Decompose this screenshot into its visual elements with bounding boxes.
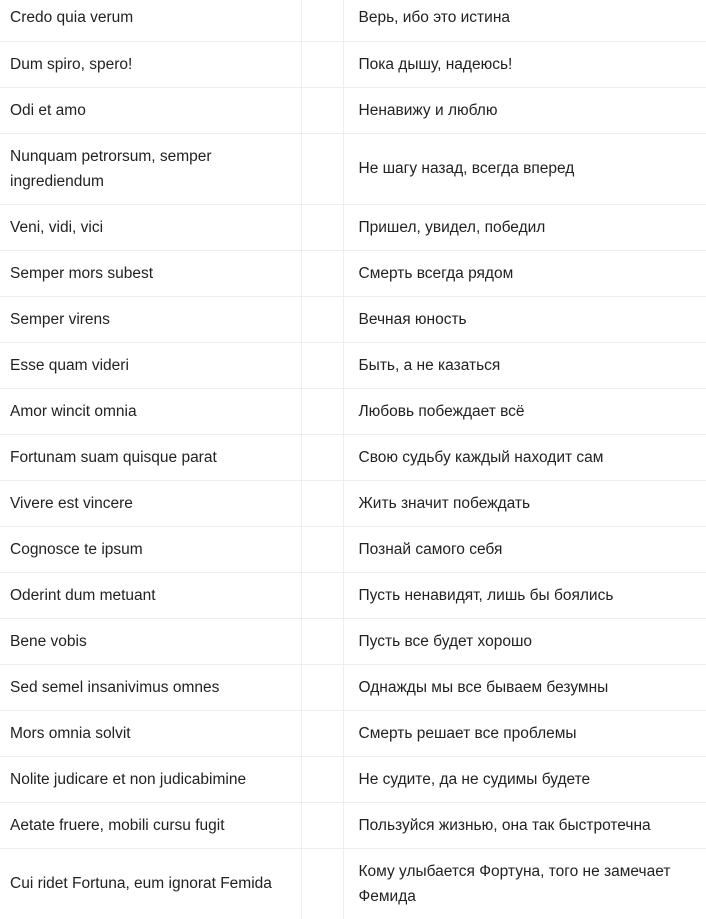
- column-divider: [301, 480, 343, 526]
- table-row: [0, 296, 706, 342]
- table-row: [0, 756, 706, 802]
- column-divider: [301, 204, 343, 250]
- table-row: [0, 480, 706, 526]
- column-divider: [301, 710, 343, 756]
- russian-translation: Быть, а не казаться: [343, 342, 706, 388]
- table-row: [0, 572, 706, 618]
- russian-translation: Не шагу назад, всегда вперед: [343, 133, 706, 204]
- column-divider: [301, 133, 343, 204]
- column-divider: [301, 0, 343, 41]
- table-row: [0, 388, 706, 434]
- table-row: [0, 204, 706, 250]
- table-row: [0, 87, 706, 133]
- latin-phrase: Amor wincit omnia: [0, 388, 301, 434]
- column-divider: [301, 848, 343, 919]
- russian-translation: Пусть ненавидят, лишь бы боялись: [343, 572, 706, 618]
- latin-phrase: Semper virens: [0, 296, 301, 342]
- table-row: [0, 434, 706, 480]
- column-divider: [301, 296, 343, 342]
- column-divider: [301, 756, 343, 802]
- table-row: [0, 41, 706, 87]
- table-row: [0, 0, 706, 41]
- column-divider: [301, 618, 343, 664]
- russian-translation: Однажды мы все бываем безумны: [343, 664, 706, 710]
- column-divider: [301, 87, 343, 133]
- latin-phrase: Cognosce te ipsum: [0, 526, 301, 572]
- column-divider: [301, 41, 343, 87]
- column-divider: [301, 342, 343, 388]
- russian-translation: Свою судьбу каждый находит сам: [343, 434, 706, 480]
- latin-phrase: Cui ridet Fortuna, eum ignorat Femida: [0, 848, 301, 919]
- russian-translation: Не судите, да не судимы будете: [343, 756, 706, 802]
- column-divider: [301, 250, 343, 296]
- russian-translation: Пользуйся жизнью, она так быстротечна: [343, 802, 706, 848]
- column-divider: [301, 388, 343, 434]
- table-row: [0, 133, 706, 204]
- column-divider: [301, 526, 343, 572]
- russian-translation: Пусть все будет хорошо: [343, 618, 706, 664]
- column-divider: [301, 664, 343, 710]
- russian-translation: Верь, ибо это истина: [343, 0, 706, 41]
- russian-translation: Познай самого себя: [343, 526, 706, 572]
- latin-phrase: Vivere est vincere: [0, 480, 301, 526]
- table-row: [0, 664, 706, 710]
- russian-translation: Жить значит побеждать: [343, 480, 706, 526]
- russian-translation: Любовь побеждает всё: [343, 388, 706, 434]
- latin-phrase: Esse quam videri: [0, 342, 301, 388]
- russian-translation: Смерть решает все проблемы: [343, 710, 706, 756]
- latin-phrase: Oderint dum metuant: [0, 572, 301, 618]
- table-row: [0, 618, 706, 664]
- latin-phrase: Nunquam petrorsum, semper ingrediendum: [0, 133, 301, 204]
- latin-phrase: Dum spiro, spero!: [0, 41, 301, 87]
- table-row: [0, 710, 706, 756]
- latin-phrase: Semper mors subest: [0, 250, 301, 296]
- column-divider: [301, 434, 343, 480]
- table-row: [0, 342, 706, 388]
- table-row: [0, 802, 706, 848]
- russian-translation: Кому улыбается Фортуна, того не замечает Фемида: [358, 862, 671, 905]
- russian-translation: Пришел, увидел, победил: [343, 204, 706, 250]
- table-row: [0, 526, 706, 572]
- column-divider: [301, 802, 343, 848]
- latin-phrase: Credo quia verum: [0, 0, 301, 41]
- latin-phrase: Mors omnia solvit: [0, 710, 301, 756]
- latin-phrase: Sed semel insanivimus omnes: [0, 664, 301, 710]
- russian-translation: Смерть всегда рядом: [343, 250, 706, 296]
- latin-phrase: Bene vobis: [0, 618, 301, 664]
- latin-phrase: Odi et amo: [0, 87, 301, 133]
- latin-phrase: Fortunam suam quisque parat: [0, 434, 301, 480]
- russian-translation: Пока дышу, надеюсь!: [343, 41, 706, 87]
- latin-phrase: Aetate fruere, mobili cursu fugit: [0, 802, 301, 848]
- column-divider: [301, 572, 343, 618]
- russian-translation: Ненавижу и люблю: [343, 87, 706, 133]
- table-row: [0, 250, 706, 296]
- latin-phrase: Veni, vidi, vici: [0, 204, 301, 250]
- latin-phrase: Nolite judicare et non judicabimine: [0, 756, 301, 802]
- russian-translation: Вечная юность: [343, 296, 706, 342]
- table-row: [0, 848, 706, 919]
